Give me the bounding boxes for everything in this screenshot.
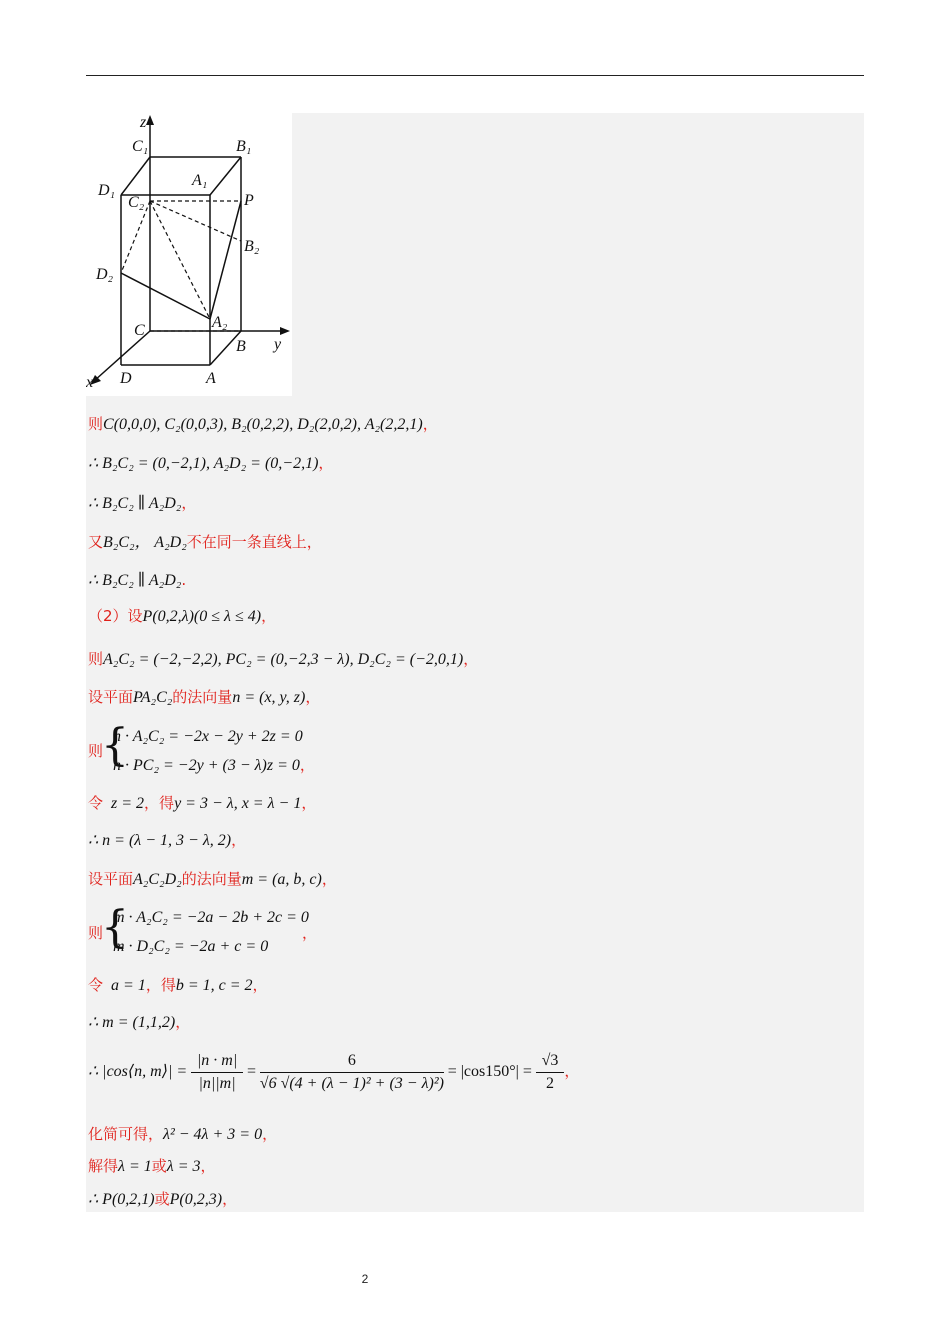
system2-prefix: 则 (88, 924, 104, 942)
label-c: C (134, 322, 145, 339)
system1-brace: { (101, 720, 129, 771)
solution-line: （2）设P(0,2,λ)(0 ≤ λ ≤ 4)， (88, 607, 277, 625)
label-d: D (120, 370, 132, 387)
solution-line: ∴ B₂C₂ = (0,−2,1), A₂D₂ = (0,−2,1)， (88, 454, 334, 472)
solution-line: 化简可得，λ² − 4λ + 3 = 0， (88, 1125, 278, 1143)
solution-line: ∴ P(0,2,1)或P(0,2,3)， (88, 1190, 238, 1208)
cosine-equation: ∴ |cos⟨n, m⟩| = $\frac{|n \cdot m|}{|n||m|}$ = $\frac{6}{\text{√6 √(4 + (λ − 1)² + (3 − λ)²)}}$ = |cos150°| = $\frac{√3}{2}$ ， (88, 1050, 579, 1095)
page-number: 2 (361, 1272, 369, 1286)
system2-brace: { (101, 902, 129, 953)
c2-d2-dashed (121, 201, 150, 273)
solution-line: 设平面A₂C₂D₂的法向量m = (a, b, c)， (88, 870, 337, 888)
c2-a2-dashed (150, 201, 210, 319)
label-d2: D₂ (96, 266, 114, 283)
prism-diagram (86, 113, 292, 396)
z-arrow (146, 115, 154, 125)
system1-eq1: n · A₂C₂ = −2x − 2y + 2z = 0 (113, 728, 303, 745)
label-c2: C₂ (128, 194, 145, 211)
y-arrow (280, 327, 290, 335)
label-z: z (140, 114, 147, 131)
a2-p-line (210, 201, 241, 319)
fraction-nm: $\frac{|n \cdot m|}{|n||m|}$ (191, 1050, 243, 1095)
solution-line: 令 z = 2，得y = 3 − λ, x = λ − 1， (88, 794, 317, 812)
edge-d1c1 (121, 157, 150, 195)
header-rule (86, 75, 864, 76)
label-p: P (244, 192, 254, 209)
label-c1: C₁ (132, 138, 149, 155)
label-x: x (86, 374, 94, 391)
label-b: B (236, 338, 246, 355)
fraction-six: $\frac{6}{\text{√6 √(4 + (λ − 1)² + (3 − λ)²)}}$ (259, 1052, 444, 1092)
solution-line: ∴ m = (1,1,2)， (88, 1013, 191, 1031)
label-a2: A₂ (212, 314, 228, 331)
solution-line: ∴ B₂C₂ ∥ A₂D₂， (88, 494, 197, 512)
d2-a2-line (121, 273, 210, 319)
fraction-root3: $\frac{√3}{2}$ (536, 1050, 565, 1095)
solution-line: 设平面PA₂C₂的法向量n = (x, y, z)， (88, 688, 321, 706)
edge-a1b1 (210, 157, 241, 195)
solution-line: 解得λ = 1或λ = 3， (88, 1157, 216, 1175)
solution-line: 令 a = 1，得b = 1, c = 2， (88, 976, 268, 994)
solution-line: 又B₂C₂， A₂D₂不在同一条直线上， (88, 533, 322, 551)
label-y: y (274, 336, 282, 353)
label-a1: A₁ (192, 172, 208, 189)
solution-line: 则A₂C₂ = (−2,−2,2), PC₂ = (0,−2,3 − λ), D₂C₂ = (−2,0,1)， (88, 650, 479, 668)
system2-eq2: m · D₂C₂ = −2a + c = 0 (113, 938, 269, 955)
solution-line: 则C(0,0,0), C₂(0,0,3), B₂(0,2,2), D₂(2,0,2), A₂(2,2,1)， (88, 415, 438, 433)
label-b1: B₁ (236, 138, 252, 155)
system1-prefix: 则 (88, 742, 104, 760)
solution-line: ∴ n = (λ − 1, 3 − λ, 2)， (88, 831, 247, 849)
system2-eq1: m · A₂C₂ = −2a − 2b + 2c = 0 (113, 909, 309, 926)
system2-suffix: ， (302, 924, 318, 942)
solution-line: ∴ B₂C₂ ∥ A₂D₂. (88, 571, 187, 589)
c2-b2-dashed (150, 201, 241, 241)
label-d1: D₁ (98, 182, 116, 199)
geometry-figure (86, 113, 292, 396)
system1-eq2: n · PC₂ = −2y + (3 − λ)z = 0， (113, 756, 315, 774)
label-a: A (206, 370, 216, 387)
label-b2: B₂ (244, 238, 260, 255)
